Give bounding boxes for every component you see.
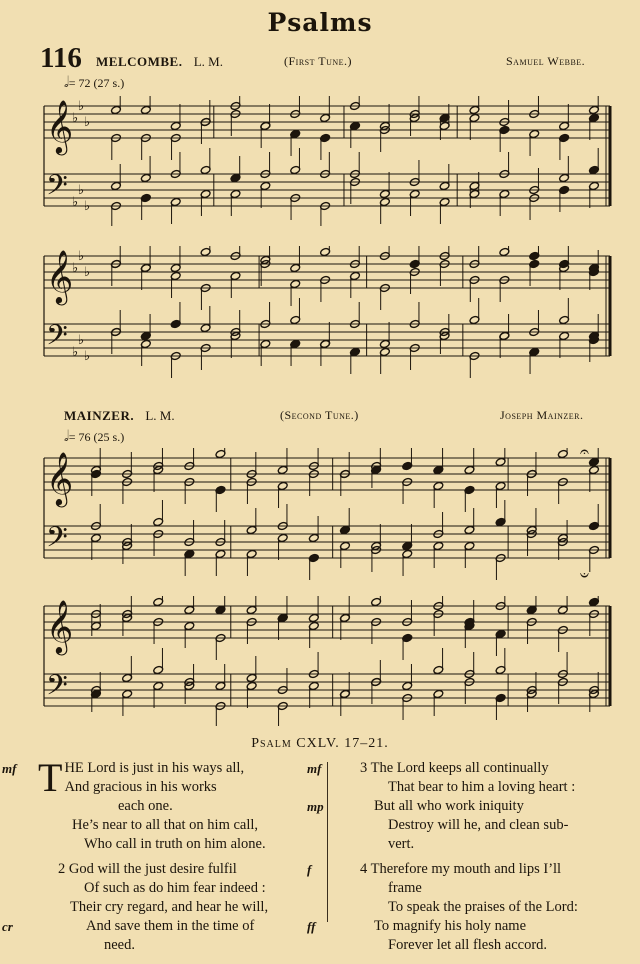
flat-icon: ♭ bbox=[72, 110, 79, 125]
verse-line: Their cry regard, and hear he will, bbox=[70, 899, 269, 915]
system-1-staff bbox=[40, 96, 614, 226]
dynamic-mark: f bbox=[307, 862, 312, 877]
tune1-header bbox=[96, 54, 223, 70]
tune1-composer: Samuel Webbe. bbox=[506, 54, 586, 68]
verse-line-text: 4 Therefore my mouth and lips I’ll bbox=[360, 861, 562, 877]
verse-line-text: And save them in the time of bbox=[86, 918, 255, 934]
tune2-meter: L. M. bbox=[145, 408, 175, 423]
verse-line: Who call in truth on him alone. bbox=[84, 836, 266, 852]
verse-line: Of such as do him fear indeed : bbox=[84, 880, 266, 896]
verse-line bbox=[307, 759, 630, 778]
verse-line-text: To magnify his holy name bbox=[374, 918, 527, 934]
verse-line: each one. bbox=[118, 798, 173, 814]
dynamic-mark: cr bbox=[2, 919, 13, 934]
treble-clef-icon: 𝄞 bbox=[46, 249, 74, 303]
verse-line: To speak the praises of the Lord: bbox=[388, 899, 578, 915]
flat-icon: ♭ bbox=[84, 114, 91, 129]
system-4-staff bbox=[40, 596, 614, 726]
flat-icon: ♭ bbox=[72, 194, 79, 209]
flat-icon: ♭ bbox=[84, 348, 91, 363]
hymn-number: 116 bbox=[40, 42, 82, 74]
stanza-2 bbox=[2, 860, 320, 955]
verse-line: frame bbox=[388, 880, 422, 896]
tune2-tempo-text: = 76 (25 s.) bbox=[68, 430, 125, 444]
dynamic-mark: mf bbox=[2, 761, 17, 776]
half-note-icon: 𝅗𝅥 bbox=[64, 429, 69, 445]
tune1-tempo bbox=[64, 74, 124, 92]
fermata-icon: 𝄑 bbox=[580, 567, 589, 584]
verse-line: Destroy will he, and clean sub- bbox=[388, 817, 569, 833]
bass-clef-icon: 𝄢 bbox=[46, 669, 68, 709]
verse-line: He’s near to all that on him call, bbox=[72, 817, 259, 833]
flat-icon: ♭ bbox=[78, 332, 85, 347]
system-2-staff bbox=[40, 246, 614, 382]
tune1-name: MELCOMBE. bbox=[96, 54, 183, 69]
verse-line: 2 God will the just desire fulfil bbox=[58, 861, 237, 877]
music-system-1 bbox=[40, 96, 614, 226]
flat-icon: ♭ bbox=[84, 198, 91, 213]
stanza-1 bbox=[2, 755, 320, 854]
bass-clef-icon: 𝄢 bbox=[46, 521, 68, 561]
dynamic-mark: mf bbox=[307, 761, 322, 776]
flat-icon: ♭ bbox=[84, 264, 91, 279]
verse-line bbox=[307, 917, 630, 936]
treble-clef-icon: 𝄞 bbox=[46, 451, 74, 505]
verse-line bbox=[307, 797, 630, 816]
music-system-2 bbox=[40, 246, 614, 382]
psalm-heading: Psalm CXLV. 17–21. bbox=[251, 736, 389, 751]
drop-cap: T bbox=[38, 755, 63, 800]
verse-line-text: HE Lord is just in his ways all, bbox=[64, 760, 245, 776]
music-system-3 bbox=[40, 448, 614, 584]
bass-clef-icon: 𝄢 bbox=[46, 169, 68, 209]
treble-clef-icon: 𝄞 bbox=[46, 599, 74, 653]
tune2-name: MAINZER. bbox=[64, 408, 135, 423]
verse-line: And gracious in his works bbox=[64, 779, 217, 795]
bass-clef-icon: 𝄢 bbox=[46, 319, 68, 359]
verse-line bbox=[2, 917, 320, 936]
dynamic-mark: mp bbox=[307, 799, 324, 814]
flat-icon: ♭ bbox=[78, 98, 85, 113]
verse-line-text: 3 The Lord keeps all continually bbox=[360, 760, 549, 776]
verse-line-text: But all who work iniquity bbox=[374, 798, 524, 814]
music-system-4 bbox=[40, 596, 614, 726]
verses-left-column bbox=[2, 755, 320, 961]
verse-line bbox=[307, 860, 630, 879]
tune1-meter: L. M. bbox=[193, 54, 223, 69]
verse-line: vert. bbox=[388, 836, 415, 852]
verse-line: Forever let all flesh accord. bbox=[388, 937, 548, 953]
stanza-4 bbox=[307, 860, 630, 955]
fermata-icon: 𝄐 bbox=[580, 448, 589, 461]
tune1-tempo-text: = 72 (27 s.) bbox=[68, 76, 125, 90]
verses-right-column bbox=[307, 759, 630, 961]
tune2-header bbox=[64, 408, 175, 424]
verse-line: need. bbox=[104, 937, 135, 953]
system-3-staff bbox=[40, 448, 614, 584]
tune2-label: (Second Tune.) bbox=[280, 408, 359, 422]
tune2-tempo bbox=[64, 428, 124, 446]
flat-icon: ♭ bbox=[72, 260, 79, 275]
tune1-label: (First Tune.) bbox=[284, 54, 353, 68]
page-title: Psalms bbox=[267, 8, 373, 37]
tune2-composer: Joseph Mainzer. bbox=[500, 408, 584, 422]
dynamic-mark: ff bbox=[307, 919, 316, 934]
verse-line: That bear to him a loving heart : bbox=[388, 779, 576, 795]
half-note-icon: 𝅗𝅥 bbox=[64, 75, 69, 91]
column-divider bbox=[327, 762, 328, 922]
flat-icon: ♭ bbox=[78, 182, 85, 197]
flat-icon: ♭ bbox=[78, 248, 85, 263]
treble-clef-icon: 𝄞 bbox=[46, 99, 74, 153]
flat-icon: ♭ bbox=[72, 344, 79, 359]
stanza-3 bbox=[307, 759, 630, 854]
